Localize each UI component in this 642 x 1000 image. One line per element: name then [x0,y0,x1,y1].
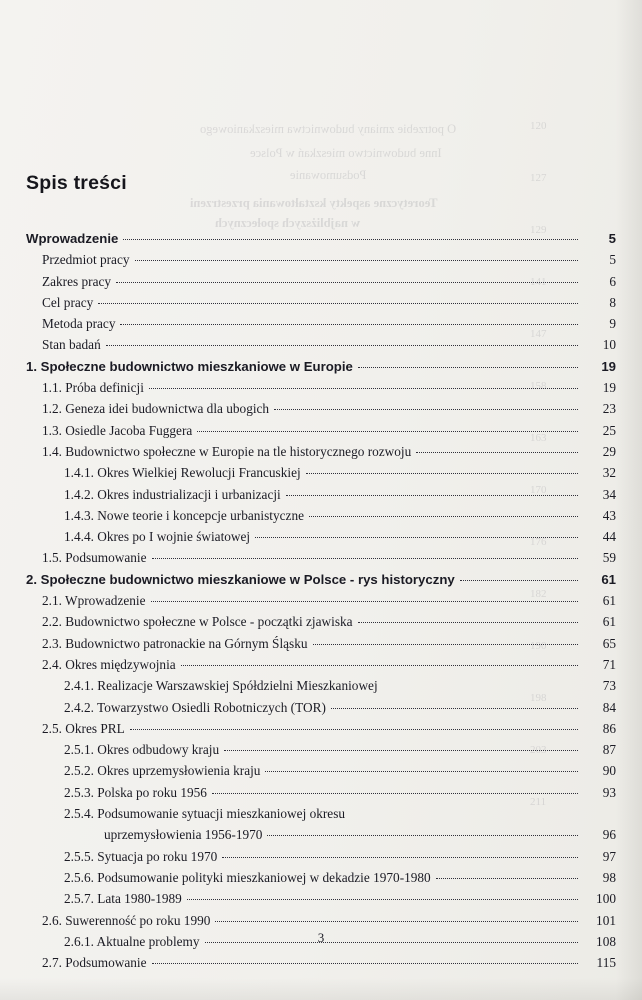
toc-entry[interactable] [26,701,616,722]
toc-entry-page: 10 [602,337,616,353]
bleed-through-page-number: 176 [530,536,547,548]
toc-entry-label: 1.4.4. Okres po I wojnie światowej [64,529,251,545]
toc-entry[interactable] [26,658,616,679]
toc-entry-label: 2.5.1. Okres odbudowy kraju [64,742,220,758]
toc-entry-label: 1.4. Budownictwo społeczne w Europie na tle historycznego rozwoju [42,443,412,459]
toc-entry-page: 29 [602,443,616,459]
toc-entry-label: 1.4.1. Okres Wielkiej Rewolucji Francuskiej [64,465,301,481]
bleed-through-line: Inne budownictwo mieszkań w Polsce [250,146,442,160]
toc-entry-page: 100 [596,891,616,907]
toc-entry-page: 115 [596,955,616,971]
toc-entry-label: 2.4.1. Realizacje Warszawskiej Spółdzielni Mieszkaniowej [64,678,378,694]
bleed-through-page-number: 158 [530,380,547,392]
toc-leader-dots [149,388,578,389]
toc-entry-label: 2.2. Budownictwo społeczne w Polsce - początki zjawiska [42,614,353,630]
toc-entry-label: 2.5.5. Sytuacja po roku 1970 [64,848,218,864]
toc-leader-dots [358,622,578,623]
toc-entry-label: 2.4. Okres międzywojnia [42,656,176,672]
toc-leader-dots [98,303,578,304]
toc-leader-dots [197,431,578,432]
toc-entry-label: 2.5.6. Podsumowanie polityki mieszkaniowej w dekadzie 1970-1980 [64,869,431,885]
toc-entry[interactable] [26,466,616,487]
toc-entry-label: 1.4.2. Okres industrializacji i urbanizacji [64,486,281,502]
toc-entry[interactable] [26,637,616,658]
toc-leader-dots [152,963,578,964]
bleed-through-page-number: 120 [530,120,547,132]
toc-entry-page: 71 [602,656,616,672]
toc-leader-dots [436,878,578,879]
bleed-through-page-number: 211 [530,796,547,808]
toc-leader-dots [267,835,578,836]
toc-entry[interactable] [26,296,616,317]
toc-entry[interactable] [26,402,616,423]
toc-entry-label: 2.5.3. Polska po roku 1956 [64,784,207,800]
bleed-through-page-number: 141 [530,276,547,288]
toc-entry-page: 23 [602,401,616,417]
toc-entry-page: 84 [602,699,616,715]
toc-entry-label: 2.4.2. Towarzystwo Osiedli Robotniczych (TOR) [64,699,326,715]
toc-entry[interactable] [26,871,616,892]
toc-entry-label: Wprowadzenie [26,231,119,246]
toc-entry-label: 2.5.2. Okres uprzemysłowienia kraju [64,763,261,779]
toc-entry[interactable] [26,232,616,253]
toc-leader-dots [215,921,578,922]
toc-entry[interactable] [26,338,616,359]
bleed-through-page-number: 127 [530,172,547,184]
toc-entry[interactable] [26,892,616,913]
toc-entry-page: 19 [602,380,616,396]
toc-leader-dots [123,239,578,240]
toc-leader-dots [331,708,578,709]
bleed-through-page-number: 203 [530,744,547,756]
toc-entry-label: 1.2. Geneza idei budownictwa dla ubogich [42,401,270,417]
toc-leader-dots [224,750,578,751]
toc-entry[interactable] [26,424,616,445]
toc-leader-dots [181,665,578,666]
toc-entry-page: 43 [602,507,616,523]
page-number: 3 [317,930,325,945]
bleed-through-page-number: 182 [530,588,547,600]
bleed-through-page-number: 170 [530,484,547,496]
toc-entry-page: 8 [609,294,616,310]
toc-entry[interactable] [26,594,616,615]
toc-entry-label: uprzemysłowienia 1956-1970 [104,827,263,843]
toc-entry-label: 1.4.3. Nowe teorie i koncepcje urbanistyczne [64,507,304,523]
bleed-through-line: O potrzebie zmiany budownictwa mieszkaniowego [200,122,457,136]
toc-entry-label: 1. Społeczne budownictwo mieszkaniowe w Europie [26,358,353,374]
toc-leader-dots [222,857,578,858]
toc-leader-dots [116,282,578,283]
toc-entry-page: 61 [601,571,616,587]
bleed-through-page-number: 190 [530,640,547,652]
toc-entry-page: 65 [602,635,616,651]
toc-leader-dots [152,558,578,559]
toc-entry[interactable] [26,807,616,828]
toc-entry-page: 108 [596,933,616,949]
toc-entry[interactable] [26,360,616,381]
toc-entry-page: 59 [602,550,616,566]
toc-entry-page: 61 [602,593,616,609]
table-of-contents [26,232,616,977]
bleed-through-page-number: 147 [530,328,547,340]
toc-entry-label: 1.1. Próba definicji [42,380,144,396]
toc-entry-label: Zakres pracy [42,273,112,289]
toc-leader-dots [187,899,578,900]
toc-entry[interactable] [26,381,616,402]
toc-entry[interactable] [26,764,616,785]
toc-leader-dots [416,452,578,453]
toc-entry-label: 2.7. Podsumowanie [42,955,147,971]
bleed-through-page-number: 198 [530,692,547,704]
toc-entry-label: Metoda pracy [42,316,116,332]
toc-entry-label: 2.5. Okres PRL [42,720,125,736]
toc-leader-dots [306,473,578,474]
toc-leader-dots [135,260,578,261]
toc-entry-label: Stan badań [42,337,101,353]
toc-entry-page: 34 [602,486,616,502]
toc-entry-label: 2. Społeczne budownictwo mieszkaniowe w Polsce - rys historyczny [26,571,455,587]
toc-entry[interactable] [26,530,616,551]
toc-entry[interactable] [26,317,616,338]
toc-leader-dots [120,324,578,325]
toc-leader-dots [255,537,578,538]
toc-entry[interactable] [26,445,616,466]
bleed-through-line: w najbliższych społecznych [215,216,361,230]
toc-entry[interactable] [26,786,616,807]
bleed-through-page-number: 129 [530,224,547,236]
toc-leader-dots [358,367,578,368]
toc-entry[interactable] [26,722,616,743]
toc-entry[interactable] [26,956,616,977]
toc-entry-label: 2.3. Budownictwo patronackie na Górnym Śląsku [42,635,308,651]
bleed-through-line: Podsumowanie [290,168,367,182]
toc-entry[interactable] [26,573,616,594]
toc-entry-label: 2.5.7. Lata 1980-1989 [64,891,182,907]
toc-entry-page: 101 [596,912,616,928]
toc-entry-label: 2.6.1. Aktualne problemy [64,933,200,949]
toc-entry[interactable] [26,488,616,509]
toc-entry-page: 19 [601,358,616,374]
toc-entry-page: 6 [609,273,616,289]
toc-entry[interactable] [26,253,616,274]
toc-entry-label: 2.1. Wprowadzenie [42,593,146,609]
toc-entry-page: 98 [602,869,616,885]
toc-leader-dots [265,771,578,772]
toc-leader-dots [309,516,578,517]
toc-entry-page: 96 [602,827,616,843]
bleed-through-page-number: 163 [530,432,547,444]
toc-entry-label: 1.5. Podsumowanie [42,550,147,566]
toc-entry-label: 1.3. Osiedle Jacoba Fuggera [42,422,193,438]
toc-leader-dots [151,601,578,602]
toc-entry-label: Przedmiot pracy [42,252,130,268]
toc-leader-dots [313,644,578,645]
page-title: Spis treści [26,172,127,194]
toc-entry-page: 90 [602,763,616,779]
toc-leader-dots [106,345,578,346]
toc-leader-dots [460,580,578,581]
toc-leader-dots [212,793,578,794]
bleed-through-line: Teoretyczne aspekty kształtowania przestrzeni [190,196,438,210]
toc-entry-page: 32 [602,465,616,481]
toc-entry[interactable] [26,509,616,530]
toc-leader-dots [286,495,578,496]
toc-entry-page: 5 [608,231,616,246]
toc-entry-page: 97 [602,848,616,864]
toc-entry[interactable] [26,743,616,764]
toc-entry-page: 73 [602,678,616,694]
toc-leader-dots [274,409,578,410]
toc-entry-page: 5 [609,252,616,268]
toc-leader-dots [130,729,578,730]
toc-entry-page: 93 [602,784,616,800]
toc-entry-page: 9 [609,316,616,332]
toc-entry[interactable] [26,679,616,700]
toc-entry[interactable] [26,551,616,572]
toc-entry[interactable] [26,615,616,636]
toc-entry-label: Cel pracy [42,294,94,310]
toc-entry-page: 25 [602,422,616,438]
toc-entry[interactable] [26,850,616,871]
toc-entry-label: 2.6. Suwerenność po roku 1990 [42,912,211,928]
toc-entry[interactable] [26,275,616,296]
toc-entry-page: 86 [602,720,616,736]
toc-entry-label: 2.5.4. Podsumowanie sytuacji mieszkaniowej okresu [64,806,346,822]
toc-entry-page: 61 [602,614,616,630]
toc-entry-page: 44 [602,529,616,545]
toc-entry[interactable] [26,828,616,849]
toc-entry-page: 87 [602,742,616,758]
